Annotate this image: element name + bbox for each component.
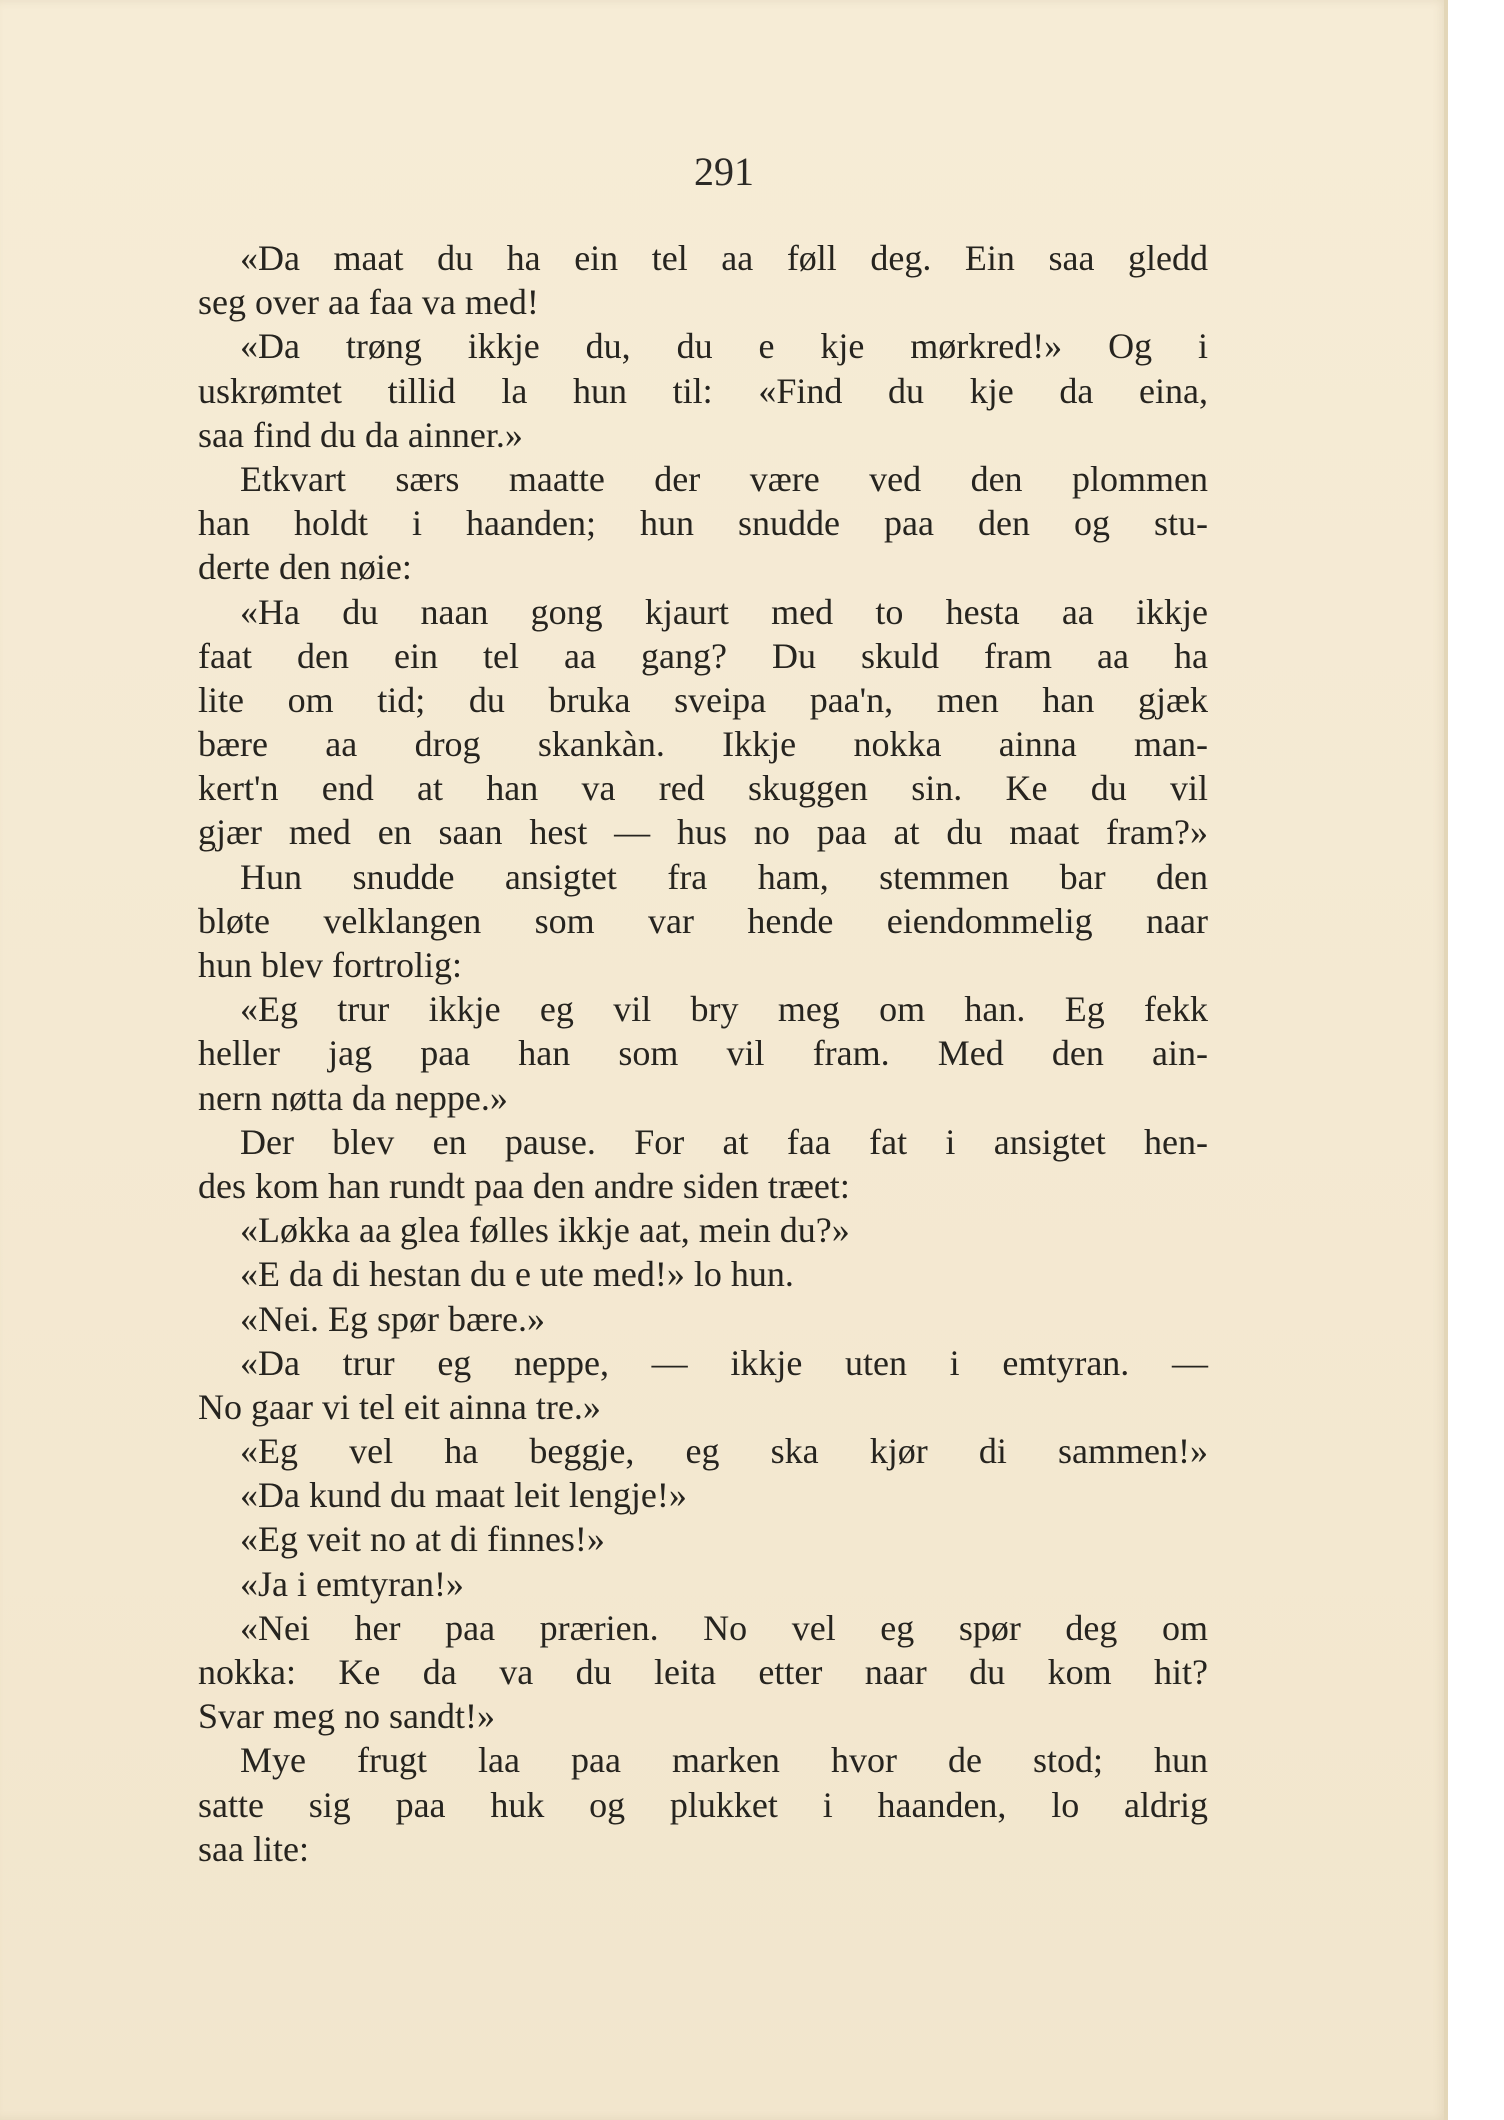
text-line: kert'n end at han va red skuggen sin. Ke du vil: [198, 768, 1208, 809]
text-line: uskrømtet tillid la hun til: «Find du kje da eina,: [198, 370, 1208, 411]
text-line: «Løkka aa glea følles ikkje aat, mein du?»: [240, 1210, 850, 1251]
text-line: bløte velklangen som var hende eiendommelig naar: [198, 900, 1208, 941]
text-line: han holdt i haanden; hun snudde paa den og stu-: [198, 503, 1208, 544]
text-line: «Eg trur ikkje eg vil bry meg om han. Eg fekk: [240, 989, 1208, 1030]
body-text: [198, 236, 1208, 1871]
text-line: saa find du da ainner.»: [198, 414, 523, 455]
text-line: seg over aa faa va med!: [198, 282, 539, 323]
text-line: Svar meg no sandt!»: [198, 1696, 495, 1737]
text-line: nern nøtta da neppe.»: [198, 1077, 508, 1118]
text-line: «Da trur eg neppe, — ikkje uten i emtyran. —: [240, 1342, 1208, 1383]
text-line: heller jag paa han som vil fram. Med den ain-: [198, 1033, 1208, 1074]
text-line: «Da trøng ikkje du, du e kje mørkred!» Og i: [240, 326, 1208, 367]
text-line: Hun snudde ansigtet fra ham, stemmen bar den: [240, 856, 1208, 897]
text-line: Mye frugt laa paa marken hvor de stod; hun: [240, 1740, 1208, 1781]
text-line: No gaar vi tel eit ainna tre.»: [198, 1386, 601, 1427]
text-line: «Ja i emtyran!»: [240, 1563, 464, 1604]
text-line: «Da kund du maat leit lengje!»: [240, 1475, 687, 1516]
text-line: «Da maat du ha ein tel aa føll deg. Ein saa gledd: [240, 238, 1208, 278]
text-line: saa lite:: [198, 1828, 309, 1869]
text-line: lite om tid; du bruka sveipa paa'n, men han gjæk: [198, 679, 1208, 720]
text-line: «Eg veit no at di finnes!»: [240, 1519, 605, 1560]
text-line: gjær med en saan hest — hus no paa at du maat fram?»: [198, 812, 1208, 853]
text-line: «Eg vel ha beggje, eg ska kjør di sammen!»: [240, 1431, 1208, 1472]
text-line: «Ha du naan gong kjaurt med to hesta aa ikkje: [240, 591, 1208, 632]
text-line: des kom han rundt paa den andre siden træet:: [198, 1165, 850, 1206]
text-line: satte sig paa huk og plukket i haanden, lo aldrig: [198, 1784, 1208, 1825]
text-line: Etkvart særs maatte der være ved den plommen: [240, 458, 1208, 499]
text-line: Der blev en pause. For at faa fat i ansigtet hen-: [240, 1121, 1208, 1162]
text-line: faat den ein tel aa gang? Du skuld fram aa ha: [198, 635, 1208, 676]
text-line: nokka: Ke da va du leita etter naar du kom hit?: [198, 1652, 1208, 1692]
page-number: 291: [694, 149, 754, 194]
text-line: bære aa drog skankàn. Ikkje nokka ainna man-: [198, 724, 1208, 765]
page-edge: [1444, 0, 1448, 2120]
text-line: «E da di hestan du e ute med!» lo hun.: [240, 1254, 794, 1295]
text-line: «Nei her paa prærien. No vel eg spør deg om: [240, 1607, 1208, 1648]
text-line: hun blev fortrolig:: [198, 945, 462, 985]
text-line: «Nei. Eg spør bære.»: [240, 1298, 545, 1339]
text-line: derte den nøie:: [198, 547, 412, 588]
